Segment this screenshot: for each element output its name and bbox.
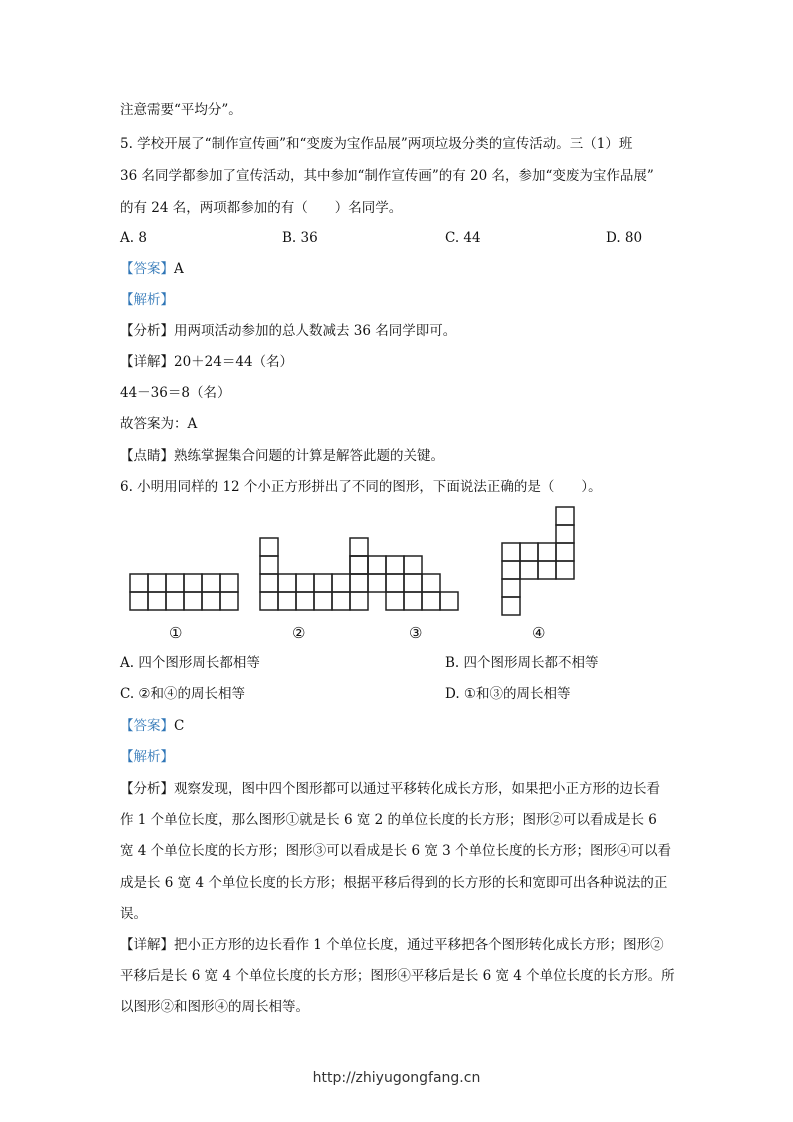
unit-square (202, 574, 220, 592)
unit-square (166, 592, 184, 610)
unit-square (422, 592, 440, 610)
q6-xiangjie-2: 平移后是长 6 宽 4 个单位长度的长方形；图形④平移后是长 6 宽 4 个单位长度的长方形。所 (120, 968, 675, 984)
q5-dianjing (120, 446, 444, 466)
unit-square (502, 579, 520, 597)
unit-square (404, 556, 422, 574)
q6-option-d: D. ①和③的周长相等 (445, 686, 571, 702)
xiangjie-tag: 【详解】 (120, 354, 174, 370)
q5-option-a: A. 8 (120, 230, 147, 246)
q5-fenxi (120, 321, 456, 341)
unit-square (148, 574, 166, 592)
unit-square (130, 592, 148, 610)
unit-square (538, 561, 556, 579)
q5-option-d: D. 80 (606, 230, 643, 246)
unit-square (404, 574, 422, 592)
answer-value: C (174, 718, 185, 734)
q6-xiangjie-1 (120, 935, 664, 955)
unit-square (130, 574, 148, 592)
q5-step-2: 44－36＝8（名） (120, 385, 231, 401)
answer-value: A (174, 261, 184, 277)
footer-url: http://zhiyugongfang.cn (312, 1070, 481, 1086)
unit-square (260, 556, 278, 574)
question-5-line-1: 5. 学校开展了“制作宣传画”和“变废为宝作品展”两项垃圾分类的宣传活动。三（1）班 (120, 136, 633, 152)
q5-analysis-tag: 【解析】 (120, 292, 174, 308)
xiangjie-text: 20＋24＝44（名） (174, 354, 294, 370)
unit-square (350, 538, 368, 556)
unit-square (386, 574, 404, 592)
q6-fenxi-3: 宽 4 个单位长度的长方形；图形③可以看成是长 6 宽 3 个单位长度的长方形；图形④可以看 (120, 843, 672, 859)
q5-option-b: B. 36 (282, 230, 318, 246)
unit-square (386, 592, 404, 610)
unit-square (184, 574, 202, 592)
q6-fenxi-5: 误。 (120, 906, 147, 922)
q6-option-a: A. 四个图形周长都相等 (120, 655, 260, 671)
q6-fenxi-4: 成是长 6 宽 4 个单位长度的长方形；根据平移后得到的长方形的长和宽即可出各种说法的正 (120, 875, 668, 891)
question-5-line-2: 36 名同学都参加了宣传活动，其中参加“制作宣传画”的有 20 名，参加“变废为宝作品展” (120, 168, 654, 184)
unit-square (332, 574, 350, 592)
xiangjie-tag: 【详解】 (120, 937, 174, 953)
unit-square (314, 574, 332, 592)
unit-square (502, 597, 520, 615)
unit-square (422, 574, 440, 592)
unit-square (260, 538, 278, 556)
q6-option-b: B. 四个图形周长都不相等 (445, 655, 599, 671)
q5-answer (120, 259, 184, 279)
answer-tag: 【答案】 (120, 261, 174, 277)
unit-square (202, 592, 220, 610)
unit-square (440, 592, 458, 610)
unit-square (350, 556, 368, 574)
figure-4-shape (502, 507, 574, 615)
figure-label-2: ② (292, 624, 306, 642)
unit-square (556, 543, 574, 561)
unit-square (296, 592, 314, 610)
unit-square (220, 592, 238, 610)
unit-square (166, 574, 184, 592)
unit-square (556, 561, 574, 579)
shape-figures (120, 500, 600, 620)
q6-analysis-tag: 【解析】 (120, 749, 174, 765)
unit-square (350, 556, 368, 574)
unit-square (314, 592, 332, 610)
figure-label-1: ① (169, 624, 183, 642)
figure-label-4: ④ (532, 624, 546, 642)
unit-square (350, 592, 368, 610)
unit-square (350, 574, 368, 592)
unit-square (502, 561, 520, 579)
q5-xiangjie (120, 352, 293, 372)
question-5-line-3: 的有 24 名，两项都参加的有（ ）名同学。 (120, 200, 403, 216)
answer-tag: 【答案】 (120, 718, 174, 734)
unit-square (148, 592, 166, 610)
unit-square (520, 561, 538, 579)
unit-square (368, 556, 386, 574)
q6-fenxi-1 (120, 779, 660, 799)
figure-3-shape (350, 556, 458, 610)
question-6: 6. 小明用同样的 12 个小正方形拼出了不同的图形，下面说法正确的是（ ）。 (120, 479, 602, 495)
dianjing-text: 熟练掌握集合问题的计算是解答此题的关键。 (174, 448, 444, 464)
q5-conclusion: 故答案为：A (120, 416, 198, 432)
unit-square (520, 543, 538, 561)
unit-square (260, 574, 278, 592)
unit-square (502, 543, 520, 561)
xiangjie-text: 把小正方形的边长看作 1 个单位长度，通过平移把各个图形转化成长方形；图形② (174, 937, 664, 953)
dianjing-tag: 【点睛】 (120, 448, 174, 464)
figure-label-3: ③ (409, 624, 423, 642)
unit-square (368, 574, 386, 592)
fenxi-text: 用两项活动参加的总人数减去 36 名同学即可。 (174, 323, 457, 339)
unit-square (184, 592, 202, 610)
unit-square (296, 574, 314, 592)
q6-option-c: C. ②和④的周长相等 (120, 686, 246, 702)
text-line: 注意需要“平均分”。 (120, 102, 242, 118)
q6-xiangjie-3: 以图形②和图形④的周长相等。 (120, 999, 309, 1015)
q6-answer (120, 716, 184, 736)
unit-square (556, 525, 574, 543)
q6-fenxi-2: 作 1 个单位长度，那么图形①就是长 6 宽 2 的单位长度的长方形；图形②可以看成是长 6 (120, 812, 657, 828)
fenxi-text: 观察发现，图中四个图形都可以通过平移转化成长方形，如果把小正方形的边长看 (174, 781, 660, 797)
unit-square (386, 556, 404, 574)
unit-square (404, 592, 422, 610)
unit-square (538, 543, 556, 561)
unit-square (220, 574, 238, 592)
q5-option-c: C. 44 (445, 230, 481, 246)
fenxi-tag: 【分析】 (120, 781, 174, 797)
unit-square (260, 592, 278, 610)
unit-square (278, 592, 296, 610)
unit-square (556, 507, 574, 525)
unit-square (332, 592, 350, 610)
figure-1-shape (130, 574, 238, 610)
fenxi-tag: 【分析】 (120, 323, 174, 339)
unit-square (278, 574, 296, 592)
